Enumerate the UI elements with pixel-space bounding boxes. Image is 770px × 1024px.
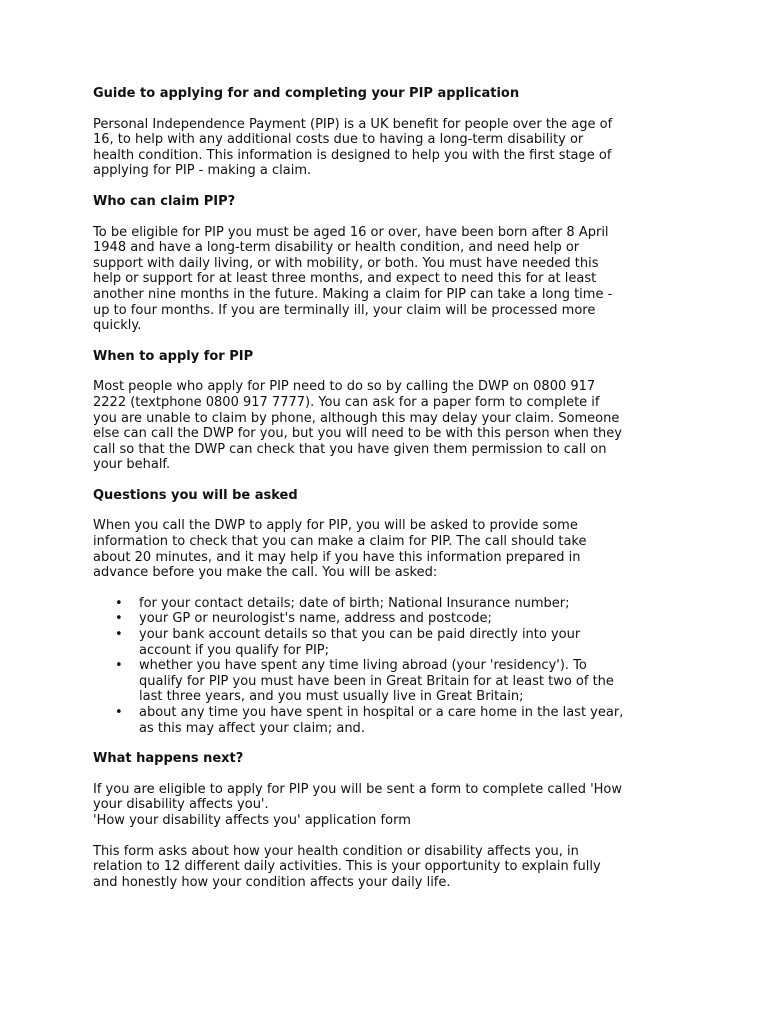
text-line: support with daily living, or with mobility, or both. You must have needed this	[93, 255, 599, 271]
list-item	[93, 658, 683, 705]
intro-paragraph	[93, 117, 683, 179]
text-line: 'How your disability affects you' application form	[93, 812, 411, 828]
text-line: relation to 12 different daily activities. This is your opportunity to explain fully	[93, 859, 601, 875]
text-line: 1948 and have a long-term disability or health condition, and need help or	[93, 240, 580, 256]
text-line: To be eligible for PIP you must be aged 16 or over, have been born after 8 April	[93, 224, 609, 240]
list-item	[93, 705, 683, 736]
section-heading-who: Who can claim PIP?	[93, 193, 236, 209]
text-line: When you call the DWP to apply for PIP, you will be asked to provide some	[93, 518, 578, 534]
text-line: account if you qualify for PIP;	[139, 642, 330, 658]
list-item	[93, 611, 683, 627]
who-paragraph	[93, 225, 683, 334]
text-line: Personal Independence Payment (PIP) is a UK benefit for people over the age of	[93, 116, 613, 132]
questions-paragraph	[93, 518, 683, 580]
text-line: If you are eligible to apply for PIP you will be sent a form to complete called 'How	[93, 781, 623, 797]
section-heading-when: When to apply for PIP	[93, 348, 254, 364]
text-line: you are unable to claim by phone, although this may delay your claim. Someone	[93, 410, 620, 426]
text-line: another nine months in the future. Making a claim for PIP can take a long time -	[93, 286, 613, 302]
when-paragraph	[93, 379, 683, 473]
text-line: quickly.	[93, 318, 142, 334]
document-page	[93, 86, 683, 905]
text-line: as this may affect your claim; and.	[139, 720, 365, 736]
list-item	[93, 627, 683, 658]
text-line: your GP or neurologist's name, address and postcode;	[139, 611, 492, 627]
text-line: else can call the DWP for you, but you will need to be with this person when they	[93, 426, 622, 442]
text-line: advance before you make the call. You will be asked:	[93, 565, 438, 581]
list-item	[93, 596, 683, 612]
form-paragraph	[93, 844, 683, 891]
bullet-icon: •	[115, 705, 123, 720]
bullet-icon: •	[115, 595, 123, 611]
text-line: your bank account details so that you can be paid directly into your	[139, 627, 581, 643]
text-line: about any time you have spent in hospital or a care home in the last year,	[139, 705, 624, 720]
text-line: your disability affects you'.	[93, 797, 269, 813]
bullet-icon: •	[115, 627, 123, 643]
bullet-icon: •	[115, 611, 123, 627]
text-line: call so that the DWP can check that you have given them permission to call on	[93, 441, 607, 457]
bullet-list	[93, 596, 683, 736]
text-line: health condition. This information is designed to help you with the first stage of	[93, 147, 612, 163]
text-line: up to four months. If you are terminally ill, your claim will be processed more	[93, 302, 596, 318]
section-heading-next: What happens next?	[93, 751, 244, 767]
text-line: information to check that you can make a claim for PIP. The call should take	[93, 534, 587, 550]
text-line: This form asks about how your health condition or disability affects you, in	[93, 843, 579, 859]
text-line: your behalf.	[93, 457, 171, 473]
next-paragraph	[93, 782, 683, 829]
text-line: applying for PIP - making a claim.	[93, 163, 312, 179]
text-line: 2222 (textphone 0800 917 7777). You can ask for a paper form to complete if	[93, 394, 600, 410]
text-line: qualify for PIP you must have been in Great Britain for at least two of the	[139, 673, 614, 689]
text-line: whether you have spent any time living abroad (your 'residency'). To	[139, 658, 587, 674]
document-title: Guide to applying for and completing your PIP application	[93, 86, 520, 101]
bullet-icon: •	[115, 658, 123, 674]
section-heading-questions: Questions you will be asked	[93, 487, 298, 503]
text-line: about 20 minutes, and it may help if you have this information prepared in	[93, 549, 581, 565]
text-line: for your contact details; date of birth; National Insurance number;	[139, 595, 570, 611]
text-line: 16, to help with any additional costs due to having a long-term disability or	[93, 132, 584, 148]
text-line: last three years, and you must usually live in Great Britain;	[139, 689, 524, 705]
text-line: and honestly how your condition affects your daily life.	[93, 874, 451, 890]
text-line: Most people who apply for PIP need to do so by calling the DWP on 0800 917	[93, 379, 596, 395]
text-line: help or support for at least three months, and expect to need this for at least	[93, 271, 597, 287]
